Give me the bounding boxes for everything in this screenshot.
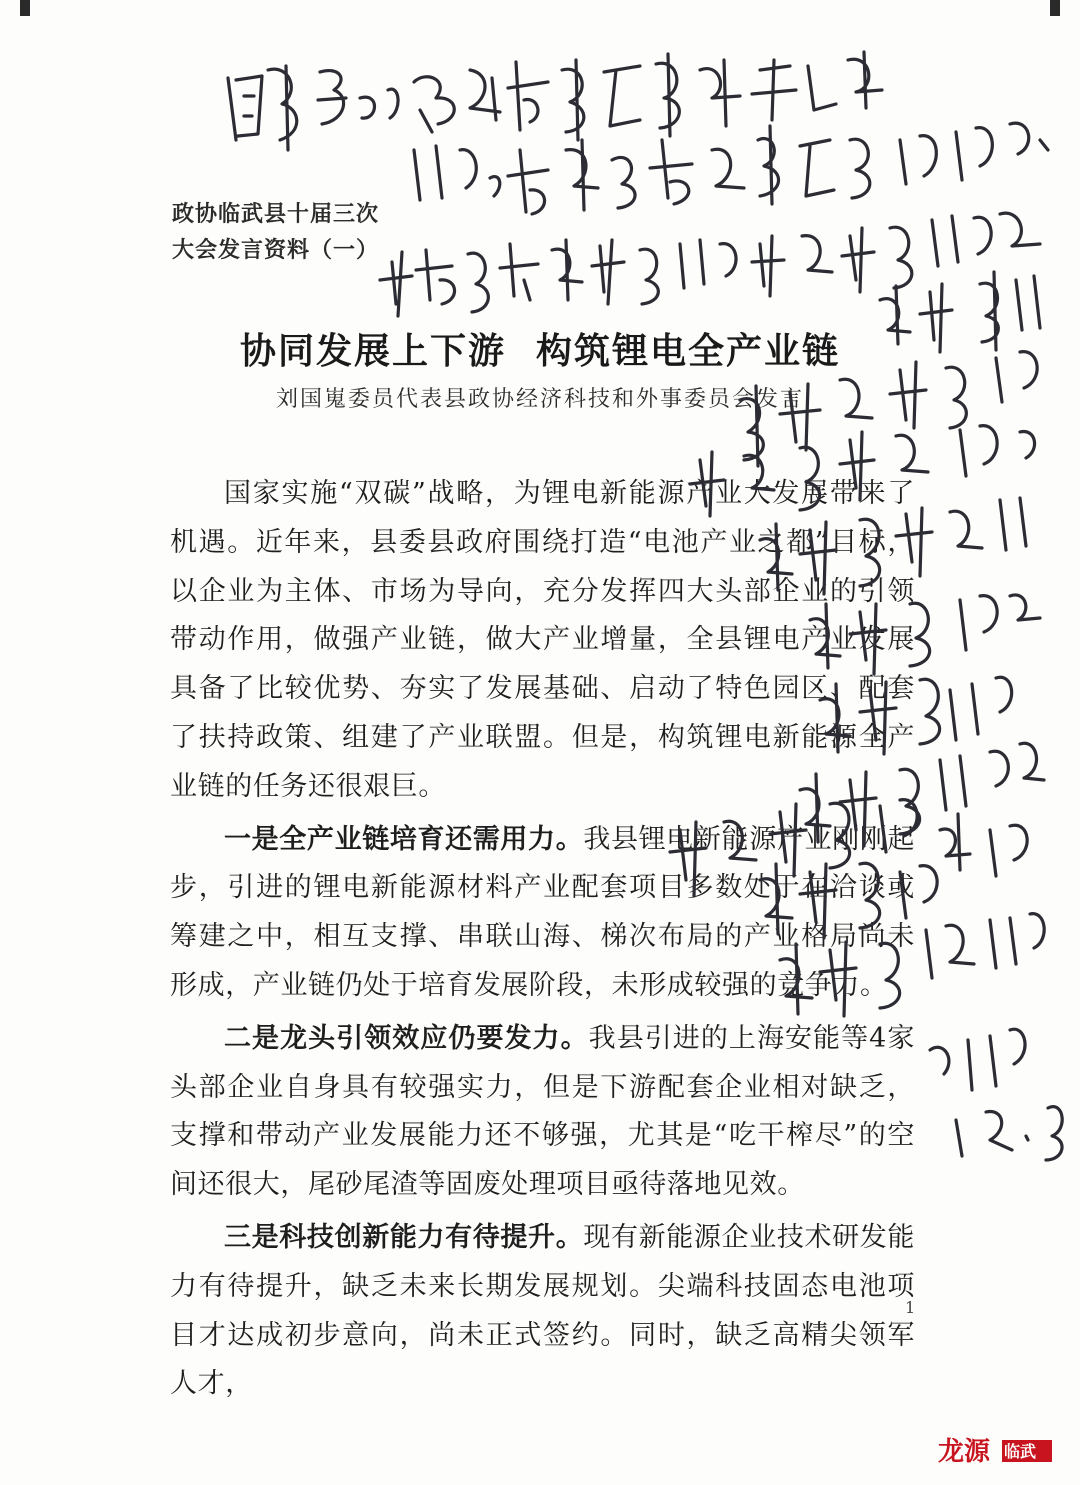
crop-mark — [1050, 0, 1060, 16]
title-part-1: 协同发展上下游 — [239, 330, 506, 372]
crop-mark — [20, 0, 30, 16]
paragraph: 一是全产业链培育还需用力。我县锂电新能源产业刚刚起步，引进的锂电新能源材料产业配套项目多数处于在洽谈或筹建之中，相互支撑、串联山海、梯次布局的产业格局尚未形成，产业链仍处于培育发展阶段，未形成较强的竞争力。 — [170, 823, 915, 1001]
header-line-1: 政协临武县十届三次 — [172, 201, 380, 227]
paragraph: 国家实施“双碳”战略，为锂电新能源产业大发展带来了机遇。近年来，县委县政府围绕打造“电池产业之都”目标，以企业为主体、市场为导向，充分发挥四大头部企业的引领带动作用，做强产业链，做大产业增量，全县锂电产业发展具备了比较优势、夯实了发展基础、启动了特色园区、配套了扶持政策、组建了产业联盟。但是，构筑锂电新能源全产业链的任务还很艰巨。 — [170, 478, 915, 802]
longyuan-logo — [938, 1430, 1053, 1470]
logo-text: 龙源 — [938, 1437, 991, 1467]
paragraph-lead: 二是龙头引领效应仍要发力。 — [224, 1022, 589, 1054]
page-subtitle: 刘国嵬委员代表县政协经济科技和外事委员会发言 — [275, 387, 804, 412]
title-part-2: 构筑锂电全产业链 — [536, 330, 841, 372]
header-line-2: 大会发言资料（一） — [172, 237, 380, 263]
logo-suffix: 临武 — [1004, 1442, 1037, 1461]
paragraph: 二是龙头引领效应仍要发力。我县引进的上海安能等4家头部企业自身具有较强实力，但是下游配套企业相对缺乏，支撑和带动产业发展能力还不够强，尤其是“吃干榨尽”的空间还很大，尾砂尾渣等固废处理项目亟待落地见效。 — [170, 1022, 915, 1201]
page-number: 1 — [905, 1298, 916, 1317]
body-text — [170, 470, 915, 1413]
paragraph: 三是科技创新能力有待提升。现有新能源企业技术研发能力有待提升，缺乏未来长期发展规划。尖端科技固态电池项目才达成初步意向，尚未正式签约。同时，缺乏高精尖领军人才， — [170, 1221, 915, 1400]
paragraph-lead: 三是科技创新能力有待提升。 — [224, 1221, 584, 1253]
page-title — [0, 323, 1080, 374]
paragraph-lead: 一是全产业链培育还需用力。 — [224, 823, 584, 855]
